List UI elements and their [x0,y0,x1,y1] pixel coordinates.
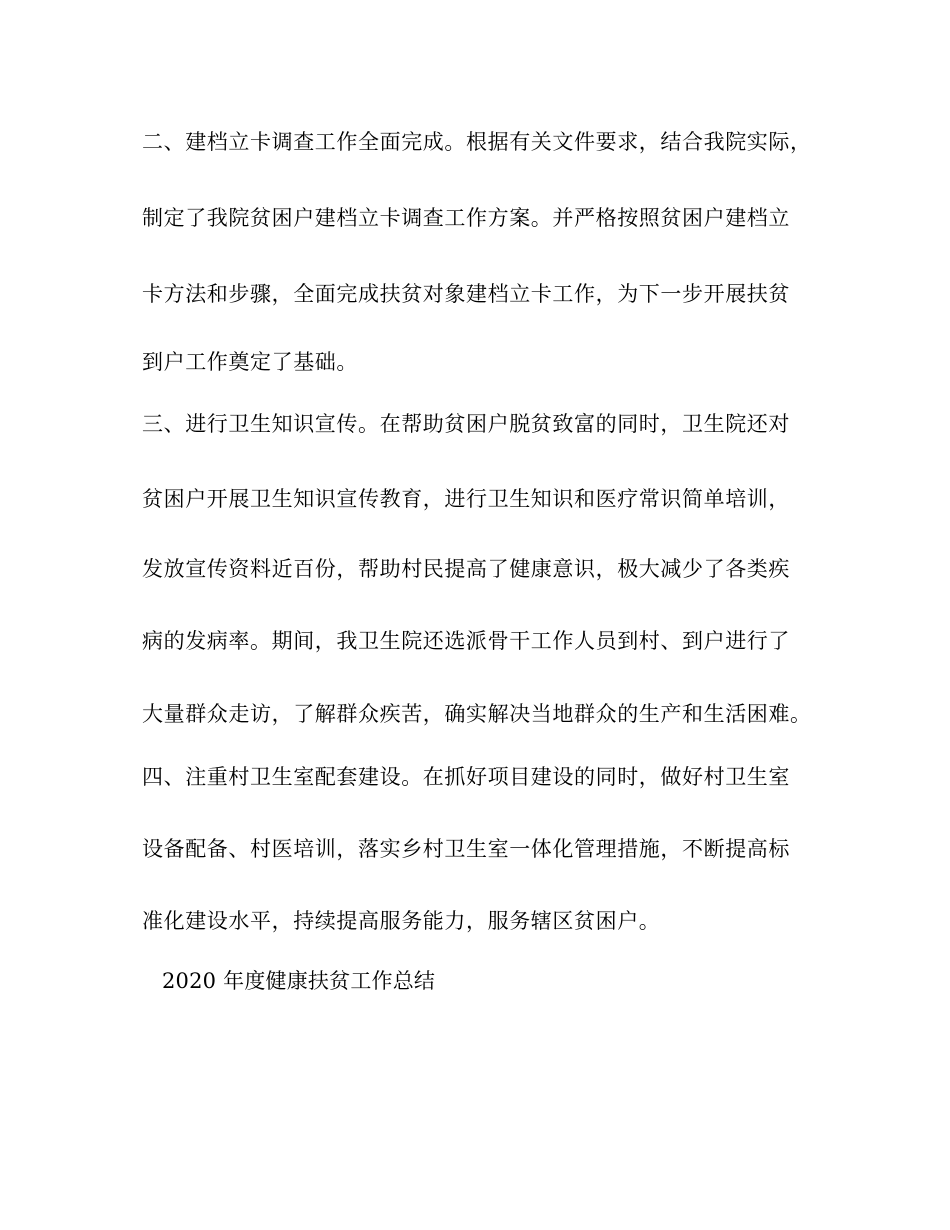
paragraph-2-line-2: 制定了我院贫困户建档立卡调查工作方案。并严格按照贫困户建档立 [142,206,790,230]
paragraph-2-line-3: 卡方法和步骤，全面完成扶贫对象建档立卡工作，为下一步开展扶贫 [142,282,790,306]
paragraph-3-line-5: 大量群众走访，了解群众疾苦，确实解决当地群众的生产和生活困难。 [142,702,812,726]
paragraph-3-line-4: 病的发病率。期间，我卫生院还选派骨干工作人员到村、到户进行了 [142,629,790,653]
closing-title: 2020 年度健康扶贫工作总结 [162,969,436,993]
paragraph-4-line-3: 准化建设水平，持续提高服务能力，服务辖区贫困户。 [142,909,661,933]
paragraph-4-line-2: 设备配备、村医培训，落实乡村卫生室一体化管理措施，不断提高标 [142,837,790,861]
paragraph-4-line-1: 四、注重村卫生室配套建设。在抓好项目建设的同时，做好村卫生室 [142,765,790,789]
paragraph-2-line-4: 到户工作奠定了基础。 [142,350,358,374]
paragraph-2-line-1: 二、建档立卡调查工作全面完成。根据有关文件要求，结合我院实际， [142,130,812,154]
paragraph-3-line-2: 贫困户开展卫生知识宣传教育，进行卫生知识和医疗常识简单培训， [142,487,790,511]
paragraph-3-line-1: 三、进行卫生知识宣传。在帮助贫困户脱贫致富的同时，卫生院还对 [142,412,790,436]
paragraph-3-line-3: 发放宣传资料近百份，帮助村民提高了健康意识，极大减少了各类疾 [142,557,790,581]
